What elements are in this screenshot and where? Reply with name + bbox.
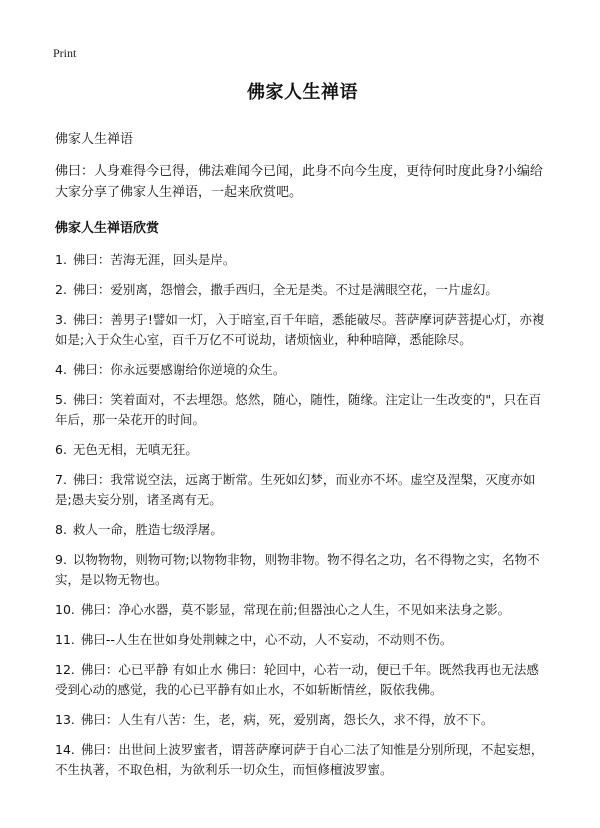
quote-text: 佛曰：你永远要感谢给你逆境的众生。 bbox=[72, 362, 286, 377]
quote-item bbox=[55, 310, 550, 350]
section-heading: 佛家人生禅语欣赏 bbox=[55, 221, 160, 236]
quote-number: 5. bbox=[55, 392, 67, 407]
quote-text: 佛曰：心已平静 有如止水 佛曰：轮回中，心若一动，便已千年。既然我再也无法感受到心动的感觉，我的心已平静有如止水，不如斩断情丝，阪依我佛。 bbox=[55, 662, 539, 697]
quote-item bbox=[55, 550, 550, 590]
quote-number: 11. bbox=[55, 632, 75, 647]
print-link[interactable]: Print bbox=[53, 46, 77, 60]
quote-text: 佛曰：善男子!譬如一灯，入于暗室,百千年暗，悉能破尽。菩萨摩诃萨菩提心灯，亦複如是;入于众生心室，百千万亿不可说劫，诸烦恼业，种种暗障，悉能除尽。 bbox=[55, 312, 545, 347]
quote-item bbox=[55, 740, 550, 780]
quote-number: 10. bbox=[55, 602, 75, 617]
quote-item bbox=[55, 250, 550, 270]
intro-paragraph: 佛曰：人身难得今已得，佛法难闻今已闻，此身不向今生度，更待何时度此身?小编给大家分享了佛家人生禅语，一起来欣赏吧。 bbox=[55, 164, 543, 200]
quote-number: 2. bbox=[55, 282, 67, 297]
quote-text: 佛曰--人生在世如身处荆棘之中，心不动，人不妄动，不动则不伤。 bbox=[80, 632, 453, 647]
quote-item bbox=[55, 710, 550, 730]
quote-item bbox=[55, 660, 550, 700]
quote-text: 佛曰：我常说空法，远离于断常。生死如幻梦，而业亦不坏。虚空及涅槃，灭度亦如是;愚夫妄分别，诸圣离有无。 bbox=[55, 472, 536, 507]
quote-number: 13. bbox=[55, 712, 75, 727]
article-subtitle: 佛家人生禅语 bbox=[55, 132, 134, 147]
article bbox=[55, 78, 550, 790]
quote-text: 佛曰：出世间上波罗蜜者，谓菩萨摩诃萨于自心二法了知惟是分别所现，不起妄想，不生执著，不取色相，为欲利乐一切众生，而恒修檀波罗蜜。 bbox=[55, 742, 544, 777]
quote-item bbox=[55, 600, 550, 620]
quote-number: 14. bbox=[55, 742, 75, 757]
quote-item bbox=[55, 470, 550, 510]
quote-text: 佛曰：爱别离，怨憎会，撒手西归，全无是类。不过是满眼空花，一片虚幻。 bbox=[72, 282, 498, 297]
quote-text: 救人一命，胜造七级浮屠。 bbox=[72, 522, 223, 537]
quote-list bbox=[55, 250, 550, 780]
quote-item bbox=[55, 360, 550, 380]
quote-number: 6. bbox=[55, 442, 67, 457]
quote-number: 1. bbox=[55, 252, 67, 267]
quote-text: 以物物物，则物可物;以物物非物，则物非物。物不得名之功，名不得物之实，名物不实，是以物无物也。 bbox=[55, 552, 540, 587]
quote-number: 7. bbox=[55, 472, 67, 487]
quote-number: 4. bbox=[55, 362, 67, 377]
quote-item bbox=[55, 440, 550, 460]
quote-item bbox=[55, 520, 550, 540]
quote-number: 9. bbox=[55, 552, 67, 567]
quote-text: 无色无相，无嗔无狂。 bbox=[72, 442, 198, 457]
quote-text: 佛曰：净心水器，莫不影显，常现在前;但器浊心之人生，不见如来法身之影。 bbox=[80, 602, 511, 617]
quote-item bbox=[55, 630, 550, 650]
quote-text: 佛曰：人生有八苦：生，老，病，死，爱别离，怨长久，求不得，放不下。 bbox=[80, 712, 494, 727]
quote-text: 佛曰：笑着面对，不去埋怨。悠然，随心，随性，随缘。注定让一生改变的"，只在百年后，那一朵花开的时间。 bbox=[55, 392, 542, 427]
quote-number: 3. bbox=[55, 312, 67, 327]
quote-item bbox=[55, 390, 550, 430]
quote-number: 12. bbox=[55, 662, 75, 677]
page-title: 佛家人生禅语 bbox=[247, 82, 358, 103]
quote-text: 佛曰：苦海无涯，回头是岸。 bbox=[72, 252, 236, 267]
quote-item bbox=[55, 280, 550, 300]
quote-number: 8. bbox=[55, 522, 67, 537]
